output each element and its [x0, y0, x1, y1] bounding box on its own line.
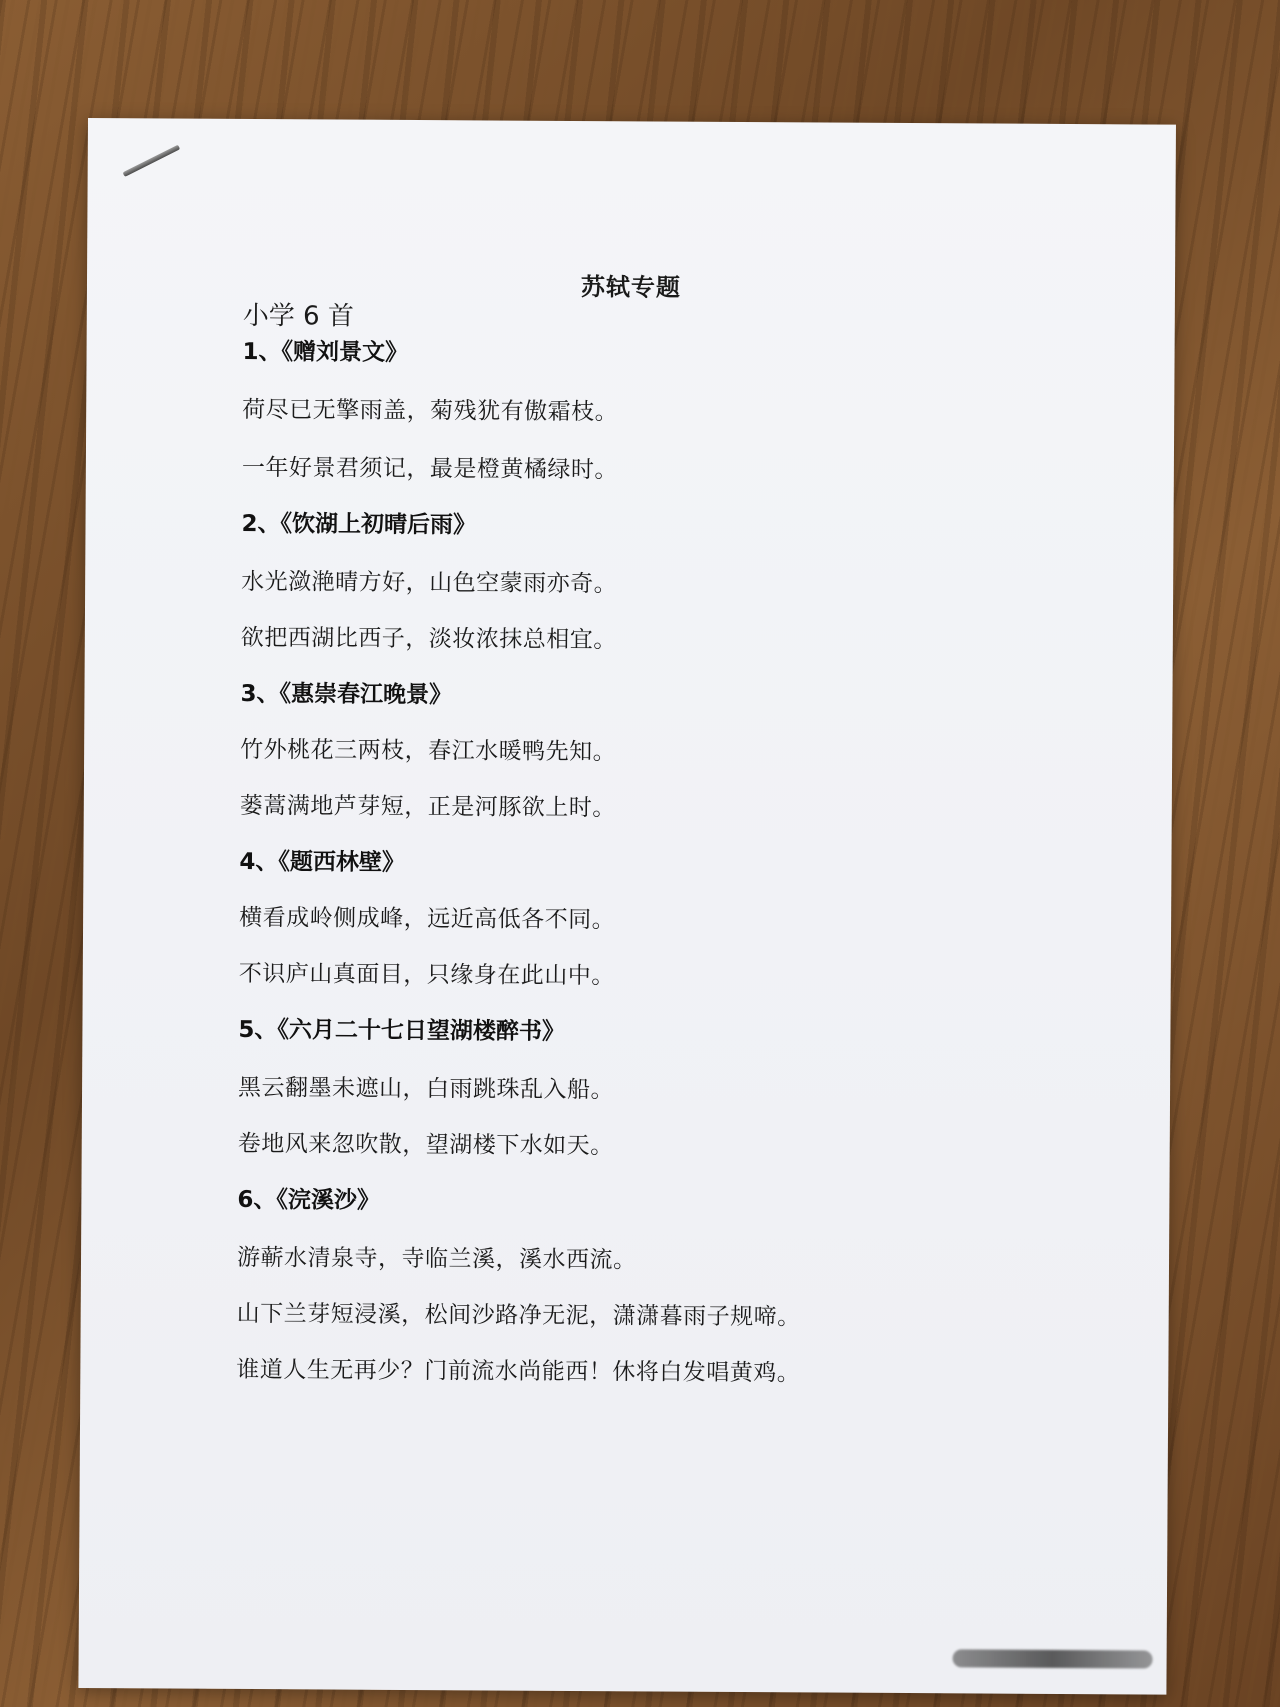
poem-heading: 4、《题西林壁》	[239, 848, 406, 876]
poem-heading: 2、《饮湖上初晴后雨》	[241, 510, 477, 539]
poem-line: 横看成岭侧成峰，远近高低各不同。	[239, 904, 616, 934]
staple	[123, 145, 181, 177]
poem-line: 谁道人生无再少？门前流水尚能西！休将白发唱黄鸡。	[236, 1356, 801, 1387]
poem-line: 水光潋滟晴方好，山色空蒙雨亦奇。	[241, 568, 618, 598]
poem-line: 黑云翻墨未遮山，白雨跳珠乱入船。	[237, 1074, 615, 1104]
poem-heading: 3、《惠崇春江晚景》	[240, 680, 453, 709]
poem-heading: 1、《赠刘景文》	[242, 338, 409, 366]
poem-line: 卷地风来忽吹散，望湖楼下水如天。	[237, 1130, 614, 1160]
poem-heading: 5、《六月二十七日望湖楼醉书》	[238, 1016, 566, 1045]
poem-line: 不识庐山真面目，只缘身在此山中。	[238, 960, 615, 990]
poem-line: 一年好景君须记，最是橙黄橘绿时。	[241, 454, 618, 484]
poem-line: 游蕲水清泉寺，寺临兰溪，溪水西流。	[236, 1244, 637, 1274]
poem-line: 山下兰芽短浸溪，松间沙路净无泥，潇潇暮雨子规啼。	[236, 1300, 801, 1331]
poem-line: 竹外桃花三两枝，春江水暖鸭先知。	[240, 736, 617, 766]
poem-heading: 6、《浣溪沙》	[237, 1186, 380, 1214]
poem-line: 欲把西湖比西子，淡妆浓抹总相宜。	[240, 624, 617, 654]
page-title: 苏轼专题	[580, 273, 682, 302]
paper-sheet	[78, 118, 1176, 1695]
page-subtitle: 小学 6 首	[242, 300, 354, 332]
blurred-watermark	[953, 1649, 1153, 1668]
poem-line: 荷尽已无擎雨盖，菊残犹有傲霜枝。	[242, 396, 619, 426]
poem-line: 蒌蒿满地芦芽短，正是河豚欲上时。	[239, 792, 616, 822]
